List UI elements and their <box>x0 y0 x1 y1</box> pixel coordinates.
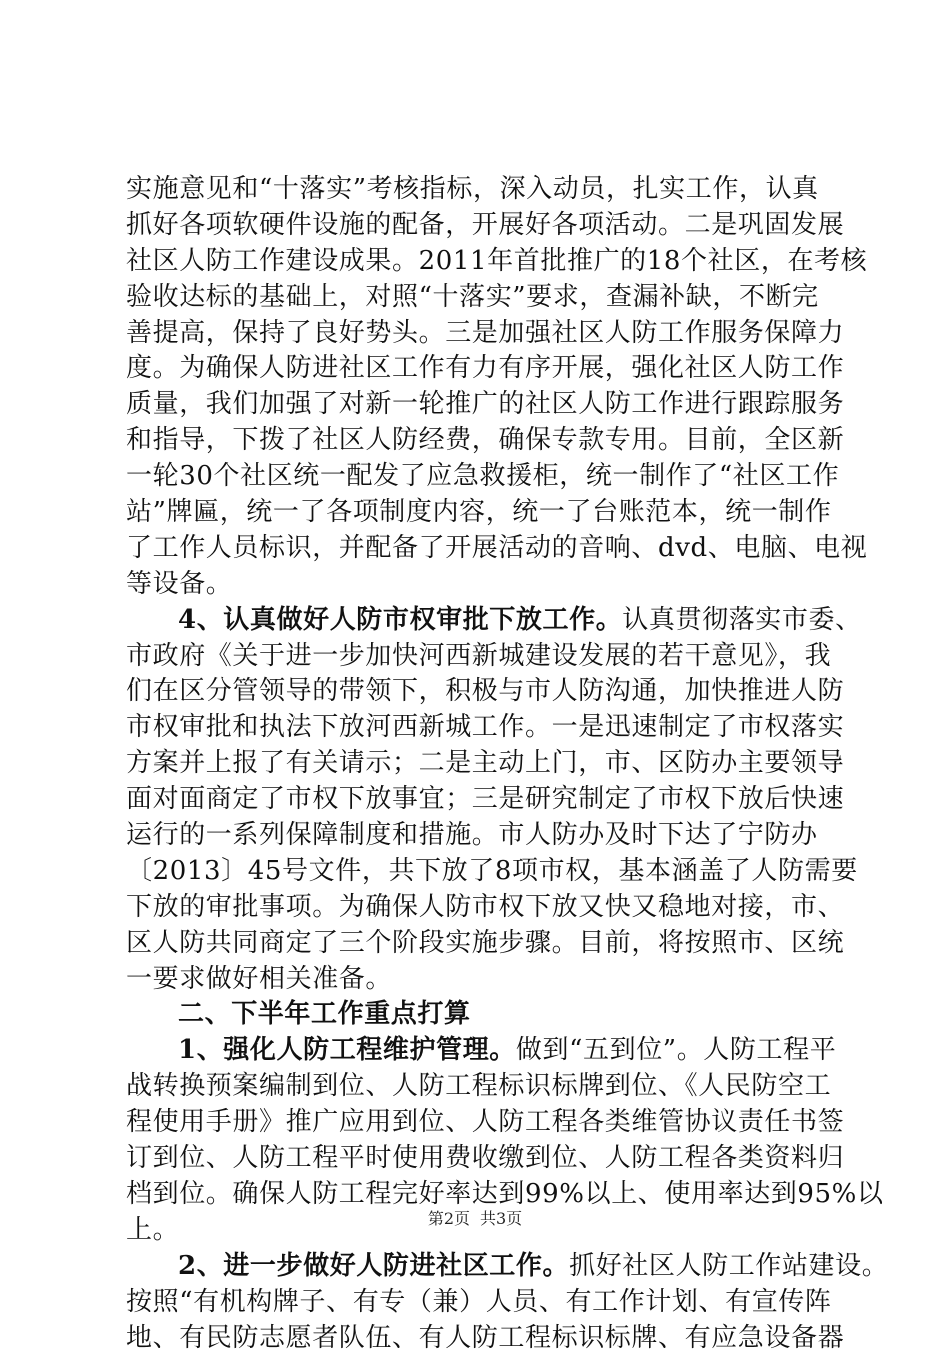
text-line: 站”牌匾，统一了各项制度内容，统一了台账范本，统一制作 <box>126 495 846 531</box>
text-line: 质量，我们加强了对新一轮推广的社区人防工作进行跟踪服务 <box>126 387 846 423</box>
text-line: 方案并上报了有关请示；二是主动上门，市、区防办主要领导 <box>126 746 846 782</box>
text-line: 等设备。 <box>126 567 846 603</box>
item-4-text: 认真贯彻落实市委、 <box>622 605 861 635</box>
text-line: 一轮30个社区统一配发了应急救援柜，统一制作了“社区工作 <box>126 459 846 495</box>
text-line: 们在区分管领导的带领下，积极与市人防沟通，加快推进人防 <box>126 674 846 710</box>
document-body <box>126 172 846 1356</box>
item-2-heading: 2、进一步做好人防进社区工作。 <box>178 1251 569 1281</box>
text-line: 档到位。确保人防工程完好率达到99%以上、使用率达到95%以 <box>126 1177 846 1213</box>
page-number: 第2页 <box>428 1209 470 1228</box>
text-line: 了工作人员标识，并配备了开展活动的音响、dvd、电脑、电视 <box>126 531 846 567</box>
text-line: 程使用手册》推广应用到位、人防工程各类维管协议责任书签 <box>126 1105 846 1141</box>
text-line: 面对面商定了市权下放事宜；三是研究制定了市权下放后快速 <box>126 782 846 818</box>
text-line: 市权审批和执法下放河西新城工作。一是迅速制定了市权落实 <box>126 710 846 746</box>
paragraph-start-item-2 <box>126 1249 846 1285</box>
paragraph-start-item-1 <box>126 1033 846 1069</box>
item-1-heading: 1、强化人防工程维护管理。 <box>178 1035 516 1065</box>
text-line: 运行的一系列保障制度和措施。市人防办及时下达了宁防办 <box>126 818 846 854</box>
text-line: 和指导，下拨了社区人防经费，确保专款专用。目前，全区新 <box>126 423 846 459</box>
text-line: 上。 <box>126 1213 846 1249</box>
text-line: 战转换预案编制到位、人防工程标识标牌到位、《人民防空工 <box>126 1069 846 1105</box>
section-2-heading: 二、下半年工作重点打算 <box>178 999 471 1029</box>
text-line: 验收达标的基础上，对照“十落实”要求，查漏补缺，不断完 <box>126 280 846 316</box>
text-line: 区人防共同商定了三个阶段实施步骤。目前，将按照市、区统 <box>126 926 846 962</box>
text-line: 度。为确保人防进社区工作有力有序开展，强化社区人防工作 <box>126 351 846 387</box>
text-line: 地、有民防志愿者队伍、有人防工程标识标牌、有应急设备器 <box>126 1321 846 1356</box>
text-line: 抓好各项软硬件设施的配备，开展好各项活动。二是巩固发展 <box>126 208 846 244</box>
page-footer <box>0 1206 950 1229</box>
item-1-text: 做到“五到位”。人防工程平 <box>516 1035 836 1065</box>
text-line: 社区人防工作建设成果。2011年首批推广的18个社区，在考核 <box>126 244 846 280</box>
text-line: 市政府《关于进一步加快河西新城建设发展的若干意见》，我 <box>126 639 846 675</box>
text-line: 实施意见和“十落实”考核指标，深入动员，扎实工作，认真 <box>126 172 846 208</box>
page-total: 共3页 <box>480 1209 522 1228</box>
text-line: 一要求做好相关准备。 <box>126 962 846 998</box>
section-heading <box>126 997 846 1033</box>
item-4-heading: 4、认真做好人防市权审批下放工作。 <box>178 605 622 635</box>
text-line: 按照“有机构牌子、有专（兼）人员、有工作计划、有宣传阵 <box>126 1285 846 1321</box>
item-2-text: 抓好社区人防工作站建设。 <box>569 1251 888 1281</box>
text-line: 订到位、人防工程平时使用费收缴到位、人防工程各类资料归 <box>126 1141 846 1177</box>
text-line: 下放的审批事项。为确保人防市权下放又快又稳地对接，市、 <box>126 890 846 926</box>
paragraph-start-item-4 <box>126 603 846 639</box>
text-line: 善提高，保持了良好势头。三是加强社区人防工作服务保障力 <box>126 316 846 352</box>
text-line: 〔2013〕45号文件，共下放了8项市权，基本涵盖了人防需要 <box>126 854 846 890</box>
